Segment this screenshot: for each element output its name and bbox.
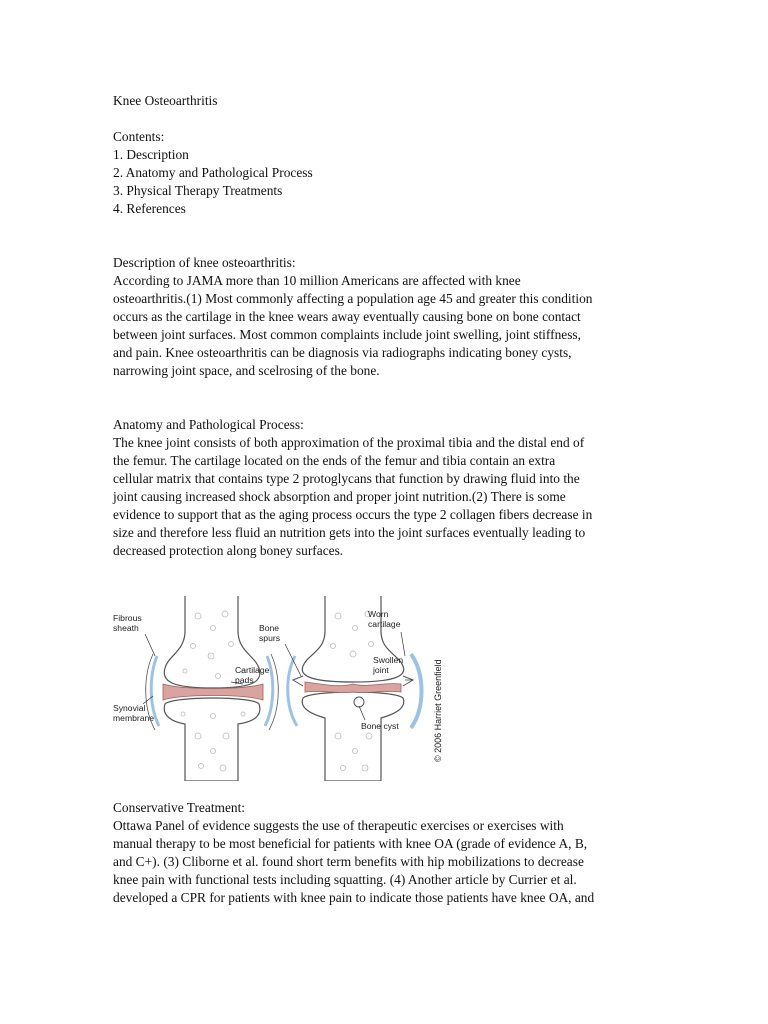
paragraph-line: between joint surfaces. Most common complaints include joint swelling, joint stiffness, bbox=[113, 327, 581, 342]
label-worn-cartilage: Worn cartilage bbox=[368, 609, 401, 629]
bone-cyst-shape bbox=[354, 697, 364, 707]
paragraph-line: osteoarthritis.(1) Most commonly affecting a population age 45 and greater this condition bbox=[113, 291, 593, 306]
contents-item: 2. Anatomy and Pathological Process bbox=[113, 165, 313, 180]
arthritic-membrane-right bbox=[411, 654, 422, 728]
label-fibrous-sheath: Fibrous sheath bbox=[113, 613, 142, 633]
contents-item: 3. Physical Therapy Treatments bbox=[113, 183, 283, 198]
anatomy-heading: Anatomy and Pathological Process: bbox=[113, 417, 304, 432]
description-heading: Description of knee osteoarthritis: bbox=[113, 255, 296, 270]
label-synovial-membrane: Synovial membrane bbox=[113, 703, 155, 723]
paragraph-line: joint causing increased shock absorption and proper joint nutrition.(2) There is some bbox=[113, 489, 566, 504]
paragraph-line: evidence to support that as the aging process occurs the type 2 collagen fibers decrease in bbox=[113, 507, 593, 522]
figure-copyright: © 2006 Harriet Greenfield bbox=[433, 659, 443, 762]
treatment-heading: Conservative Treatment: bbox=[113, 800, 246, 815]
contents-item: 4. References bbox=[113, 201, 186, 216]
document-title: Knee Osteoarthritis bbox=[113, 93, 218, 108]
paragraph-line: and pain. Knee osteoarthritis can be diagnosis via radiographs indicating boney cysts, bbox=[113, 345, 572, 360]
knee-joint-illustration bbox=[113, 596, 448, 781]
bone-spur-left bbox=[293, 676, 303, 686]
paragraph-line: developed a CPR for patients with knee pain to indicate those patients have knee OA, and bbox=[113, 890, 595, 905]
paragraph-line: cellular matrix that contains type 2 protoglycans that function by drawing fluid into the bbox=[113, 471, 580, 486]
paragraph-line: According to JAMA more than 10 million Americans are affected with knee bbox=[113, 273, 521, 288]
paragraph-line: The knee joint consists of both approximation of the proximal tibia and the distal end of bbox=[113, 435, 585, 450]
worn-cartilage bbox=[305, 682, 401, 693]
contents-heading: Contents: bbox=[113, 129, 165, 144]
paragraph-line: narrowing joint space, and scelrosing of the bone. bbox=[113, 363, 380, 378]
label-swollen-joint: Swollen joint bbox=[373, 655, 404, 675]
paragraph-line: size and therefore less fluid an nutrition gets into the joint surfaces eventually leading to bbox=[113, 525, 586, 540]
paragraph-line: manual therapy to be most beneficial for patients with knee OA (grade of evidence A, B, bbox=[113, 836, 588, 851]
paragraph-line: Ottawa Panel of evidence suggests the use of therapeutic exercises or exercises with bbox=[113, 818, 564, 833]
arthritic-membrane-left bbox=[288, 656, 297, 726]
paragraph-line: knee pain with functional tests including squatting. (4) Another article by Currier et al. bbox=[113, 872, 577, 887]
contents-item: 1. Description bbox=[113, 147, 189, 162]
paragraph-line: the femur. The cartilage located on the ends of the femur and tibia contain an extra bbox=[113, 453, 556, 468]
label-bone-spurs: Bone spurs bbox=[259, 623, 281, 643]
paragraph-line: decreased protection along boney surfaces. bbox=[113, 543, 344, 558]
document-page bbox=[113, 92, 658, 907]
label-bone-cyst: Bone cyst bbox=[361, 721, 399, 731]
bone-spur-right bbox=[403, 676, 413, 686]
paragraph-line: occurs as the cartilage in the knee wears away eventually causing bone on bone contact bbox=[113, 309, 581, 324]
paragraph-line: and C+). (3) Cliborne et al. found short term benefits with hip mobilizations to decrease bbox=[113, 854, 584, 869]
label-cartilage-pads: Cartilage pads bbox=[235, 665, 270, 685]
